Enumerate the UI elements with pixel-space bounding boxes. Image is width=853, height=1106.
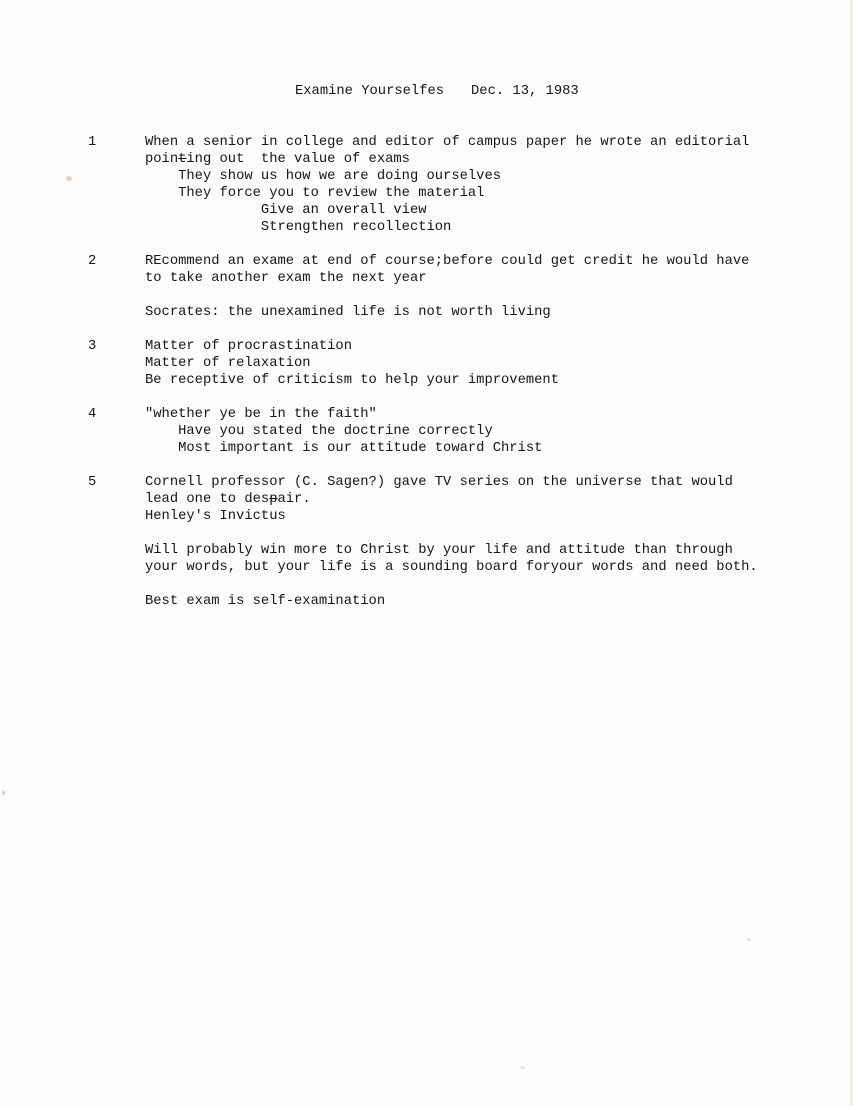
text-line: Cornell professor (C. Sagen?) gave TV series on the universe that would <box>145 475 733 490</box>
section-number: 2 <box>88 254 97 269</box>
section-body <box>145 134 758 236</box>
text-line: Strengthen recollection <box>145 220 452 235</box>
text-line: Give an overall view <box>145 203 427 218</box>
text-line: Have you stated the doctrine correctly <box>145 424 493 439</box>
scan-speckle <box>520 1066 525 1069</box>
text-line: your words, but your life is a sounding board foryour words and need both. <box>145 560 758 575</box>
text-line: Matter of relaxation <box>145 356 311 371</box>
text-line: Be receptive of criticism to help your improvement <box>145 373 559 388</box>
text-line: Best exam is self-examination <box>145 594 386 609</box>
scan-speckle <box>2 790 5 796</box>
text-line: Will probably win more to Christ by your life and attitude than through <box>145 543 733 558</box>
section-body <box>145 406 758 457</box>
section-number: 3 <box>88 339 97 354</box>
section-body <box>145 338 758 389</box>
section-number: 5 <box>88 475 97 490</box>
text-line: When a senior in college and editor of campus paper he wrote an editorial <box>145 135 750 150</box>
blank-line <box>145 287 758 304</box>
blank-line <box>145 525 758 542</box>
blank-line <box>145 576 758 593</box>
section-3 <box>88 338 758 389</box>
section-1 <box>88 134 758 236</box>
text-line: They show us how we are doing ourselves <box>145 169 502 184</box>
text-line: Socrates: the unexamined life is not worth living <box>145 305 551 320</box>
overstruck-letter: t <box>178 152 187 167</box>
page-title: Examine Yourselfes <box>295 84 445 99</box>
section-5 <box>88 474 758 610</box>
text-line: lead one to despair. <box>145 492 311 507</box>
section-body <box>145 253 758 321</box>
scan-speckle <box>66 176 72 181</box>
scan-speckle <box>747 938 751 941</box>
text-line: They force you to review the material <box>145 186 485 201</box>
section-2 <box>88 253 758 321</box>
section-4 <box>88 406 758 457</box>
text-line: "whether ye be in the faith" <box>145 407 377 422</box>
text-line: pointing out the value of exams <box>145 152 410 167</box>
document-header <box>295 83 758 100</box>
typewritten-text <box>88 83 758 627</box>
text-line: Henley's Invictus <box>145 509 286 524</box>
text-line: Most important is our attitude toward Christ <box>145 441 543 456</box>
section-number: 1 <box>88 135 97 150</box>
overstruck-letter: p <box>269 492 278 507</box>
section-body <box>145 474 758 610</box>
text-line: to take another exam the next year <box>145 271 427 286</box>
text-line: REcommend an exame at end of course;before could get credit he would have <box>145 254 750 269</box>
document-date: Dec. 13, 1983 <box>471 84 579 99</box>
text-line: Matter of procrastination <box>145 339 352 354</box>
section-number: 4 <box>88 407 97 422</box>
